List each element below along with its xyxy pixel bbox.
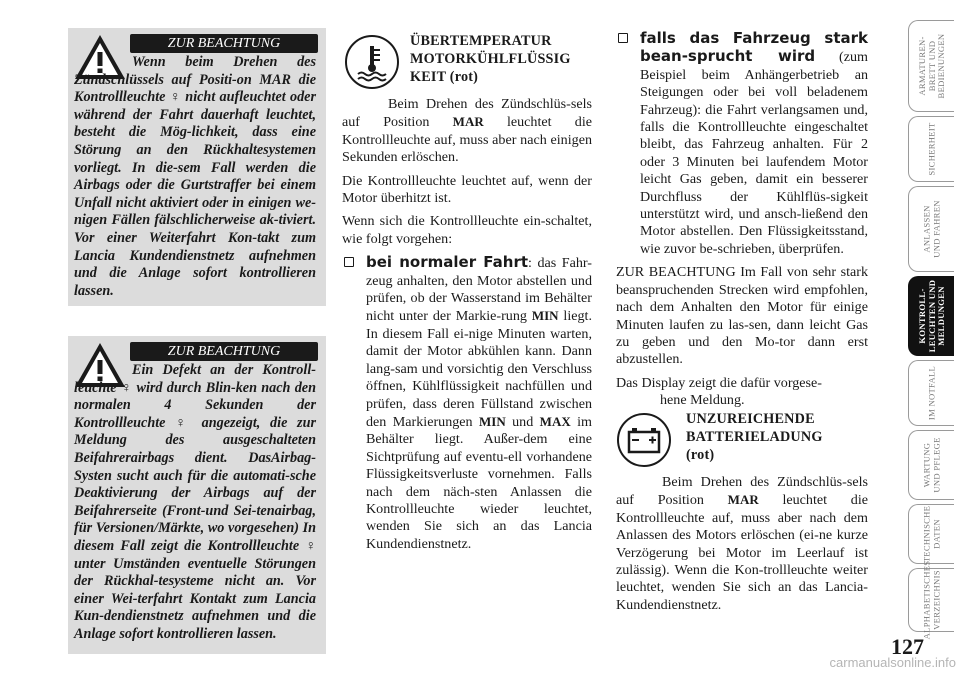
checkbox-bullet-icon [618, 33, 628, 43]
battery-body [616, 474, 868, 620]
battery-heading [686, 410, 866, 464]
warning-box-1 [68, 28, 326, 306]
heading-color: (rot) [449, 69, 479, 85]
paragraph: Das Display zeigt die dafür vorgese- hene Meldung. [616, 374, 822, 409]
warning-header: ZUR BEACHTUNG [130, 342, 318, 361]
tab-anlassen[interactable]: ANLASSEN UND FAHREN [908, 186, 954, 272]
checkbox-bullet-icon [344, 257, 354, 267]
key-position: MAR [452, 114, 484, 130]
coolant-temperature-icon [344, 34, 400, 90]
page-number: 127 [891, 634, 924, 659]
warning-text: Ein Defekt an der Kontroll-leuchte ♀ wird durch Blin-ken nach den normalen 4 Sekunden der Kontrollleuchte ♀ angezeigt, die zur Meldung des ausgeschalteten Beifahrerairbags dient. DasAirbag-Systen sucht auch für die automati-sche Deaktivierung der Airbags auf der Beifahrerseite (Front-und Sei-tenairbag, für Versionen/Märkte, wo vorgesehen) In diesem Fall zeigt die Kontrollleuchte ♀ unter Umständen eventuelle Störungen der Rückhal-tesysteme nicht an. Vor einer Wei-terfahrt Kontakt zum Lancia Kun-dendienstnetz aufnehmen und die Anlage sofort kontrollieren lassen. [74, 362, 316, 642]
heading-line: ÜBERTEMPERATUR [410, 33, 552, 49]
list-item: bei normaler Fahrt: das Fahr-zeug anhalten, den Motor abstellen und prüfen, ob der Wasserstand im Behälter nicht unter der Markie-rung MIN liegt. In diesem Fall ei-nige Minuten warten, damit der Motor abkühlen kann. Dann lang-sam und vorsichtig den Verschluss öffnen, Kühlflüssigkeit nachfüllen und prüfen, dass deren Füllstand zwischen den Markierungen MIN und MAX im Behälter liegt. Außer-dem eine Sichtprüfung auf eventu-ell vorhandene Flüssigkeitsverluste vornehmen. Falls nach dem näch-sten Anlassen die Kontrollleuchte wieder leuchtet, wenden Sie sich an das Lancia Kundendienstnetz. [342, 254, 592, 553]
battery-icon [616, 412, 672, 468]
tab-wartung[interactable]: WARTUNG UND PFLEGE [908, 430, 954, 500]
right-column [616, 30, 868, 412]
heading-color: (rot) [686, 447, 715, 463]
heading-line: MOTORKÜHLFLÜSSIG [410, 51, 571, 67]
tab-kontrollleuchten[interactable]: KONTROLL- LEUCHTEN UND MELDUNGEN [908, 276, 954, 356]
heading-line: UNZUREICHENDE [686, 411, 815, 427]
tab-sicherheit[interactable]: SICHERHEIT [908, 116, 954, 182]
paragraph: ZUR BEACHTUNG Im Fall von sehr stark beanspruchenden Strecken wird empfohlen, nach dem Anhalten den Motor für einige Minuten laufen zu las-sen, dann leicht Gas zu geben und den Mo-tor dann erst abzustellen. [616, 264, 868, 368]
tab-armaturenbrett[interactable]: ARMATUREN- BRETT UND BEDIENUNGEN [908, 20, 954, 112]
paragraph: Die Kontrollleuchte leuchtet auf, wenn der Motor überhitzt ist. [342, 172, 592, 207]
warning-text: Wenn beim Drehen des Zündschlüssels auf Positi-on MAR die Kontrollleuchte ♀ nicht aufleuchtet oder während der Fahrt dauerhaft leuchtet, besteht die Mög-lichkeit, dass eine Störung an den Rückhaltesystemen vorliegt. In die-sem Fall werden die Airbags oder die Gurtstraffer bei einem Unfall nicht aktiviert oder in einigen we-nigen Fällen fälschlicherweise ak-tiviert. Vor einer Weiterfahrt Kon-takt zum Lancia Kundendienstnetz aufnehmen und die Anlage sofort kontrollieren lassen. [74, 54, 316, 299]
paragraph: Beim Drehen des Zündschlüs-sels auf Position MAR leuchtet die Kontrollleuchte auf, muss aber nach einigen Sekunden erlöschen. [342, 96, 592, 166]
tab-im-notfall[interactable]: IM NOTFALL [908, 360, 954, 426]
footer-watermark: carmanualsonline.info [829, 655, 956, 670]
paragraph: Beim Drehen des Zündschlüs-sels auf Position MAR leuchtet die Kontrollleuchte auf, muss aber nach dem Anlassen des Motors erlöschen (ei-ne kurze Verzögerung bei Motor im Leerlauf ist zulässig). Wenn die Kon-trollleuchte weiter leuchtet, wenden Sie sich an das Lancia-Kundendienstnetz. [616, 474, 868, 613]
tab-technische-daten[interactable]: TECHNISCHE DATEN [908, 504, 954, 564]
heading-line: BATTERIELADUNG [686, 429, 823, 445]
list-item: falls das Fahrzeug stark bean-sprucht wird (zum Beispiel beim Anhängerbetrieb an Steigungen oder bei voll beladenem Fahrzeug): die Fahrt verlangsamen und, falls die Kontrollleuchte eingeschaltet bleibt, das Fahrzeug anhalten. Für 2 oder 3 Minuten bei laufendem Motor leicht Gas geben, damit ein besserer Durchfluss der Kühlflüs-sigkeit unterstützt wird, und ansch-ließend den Motor abstellen. Den Flüssigkeitsstand, wie zuvor be-schrieben, überprüfen. [616, 30, 868, 258]
warning-box-2 [68, 336, 326, 654]
paragraph: Wenn sich die Kontrollleuchte ein-schaltet, wie folgt vorgehen: [342, 213, 592, 247]
tab-verzeichnis[interactable]: ALPHABETISCHES VERZEICHNIS [908, 568, 954, 632]
overtemp-heading [410, 32, 590, 86]
heading-line: KEIT [410, 69, 447, 85]
warning-header: ZUR BEACHTUNG [130, 34, 318, 53]
overtemp-body [342, 96, 592, 559]
